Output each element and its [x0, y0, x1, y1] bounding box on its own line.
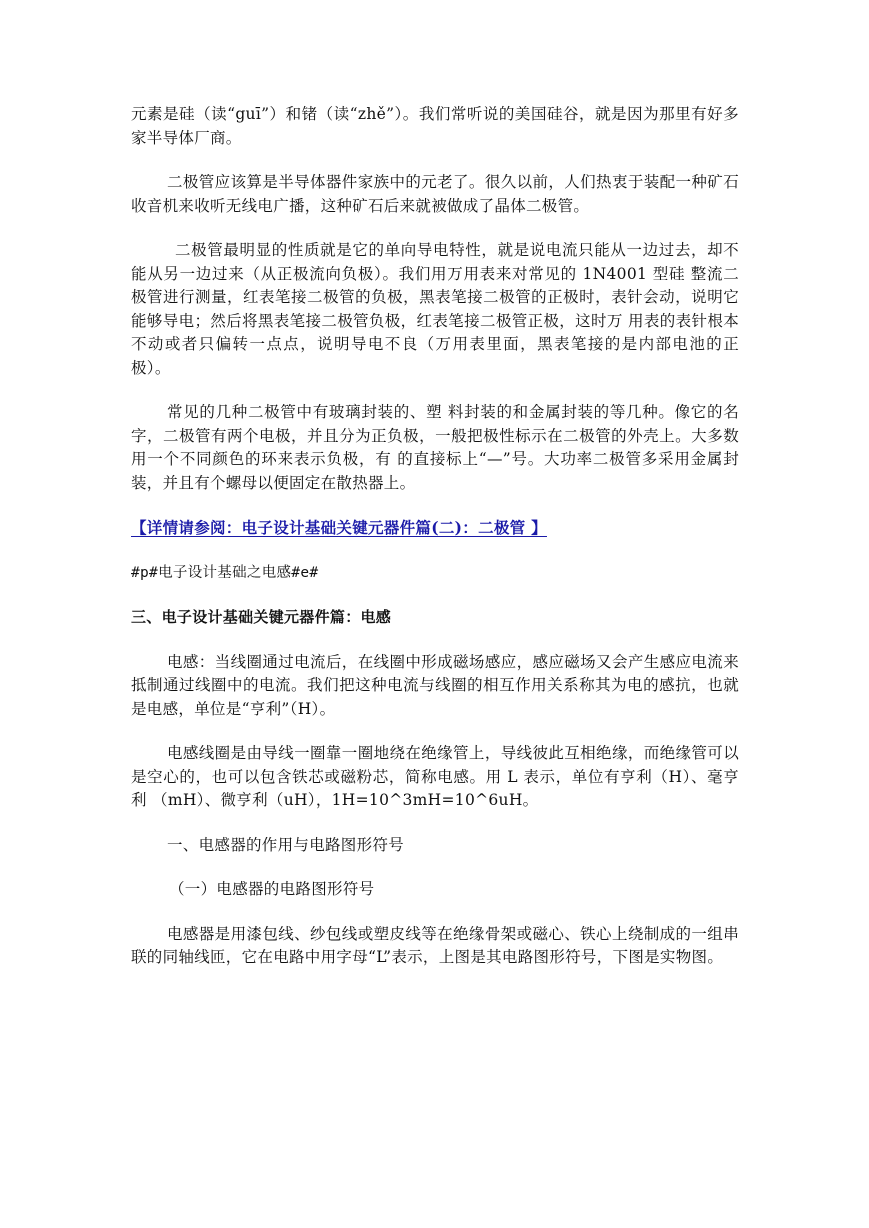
paragraph-inductance-definition: 电感：当线圈通过电流后，在线圈中形成磁场感应，感应磁场又会产生感应电流来抵制通过线圈中的电流。我们把这种电流与线圈的相互作用关系称其为电的感抗，也就是电感，单位是“亨利”（H）。 — [131, 652, 739, 718]
diode-detail-link-line — [131, 516, 739, 541]
page-break-marker: #p#电子设计基础之电感#e# — [131, 564, 319, 581]
subheading-inductor-symbol: （一）电感器的电路图形符号 — [169, 880, 375, 898]
paragraph-diode-packaging: 常见的几种二极管中有玻璃封装的、塑 料封装的和金属封装的等几种。像它的名字，二极管有两个电极，并且分为正负极，一般把极性标示在二极管的外壳上。大多数用一个不同颜色的环来表示负极，有 的直接标上“—”号。大功率二极管多采用金属封装，并且有个螺母以便固定在散热器上。 — [131, 403, 739, 492]
paragraph-inductor-coil: 电感线圈是由导线一圈靠一圈地绕在绝缘管上，导线彼此互相绝缘，而绝缘管可以是空心的，也可以包含铁芯或磁粉芯，简称电感。用 L 表示，单位有亨利（H）、毫亨利 （mH）、微亨利（uH），1H=10^3mH=10^6uH。 — [131, 744, 739, 809]
paragraph-silicon-germanium: 元素是硅（读“guī”）和锗（读“zhě”）。我们常听说的美国硅谷，就是因为那里有好多家半导体厂商。 — [131, 105, 739, 147]
paragraph-diode-history: 二极管应该算是半导体器件家族中的元老了。很久以前，人们热衷于装配一种矿石收音机来收听无线电广播，这种矿石后来就被做成了晶体二极管。 — [131, 173, 739, 215]
diode-detail-link[interactable]: 【详情请参阅：电子设计基础关键元器件篇(二)：二极管 】 — [131, 518, 547, 537]
subheading-inductor-function: 一、电感器的作用与电路图形符号 — [167, 835, 405, 854]
document-body — [131, 103, 739, 991]
paragraph-diode-unidirectional: 二极管最明显的性质就是它的单向导电特性，就是说电流只能从一边过去，却不能从另一边过来（从正极流向负极）。我们用万用表来对常见的 1N4001 型硅 整流二极管进行测量，红表笔接二极管的负极，黑表笔接二极管的正极时，表针会动，说明它能够导电；然后将黑表笔接二极管负极，红表笔接二极管正极，这时万 用表的表针根本不动或者只偏转一点点，说明导电不良（万用表里面，黑表笔接的是内部电池的正极）。 — [131, 241, 739, 377]
paragraph-inductor-construction: 电感器是用漆包线、纱包线或塑皮线等在绝缘骨架或磁心、铁心上绕制成的一组串联的同轴线匝，它在电路中用字母“L”表示，上图是其电路图形符号，下图是实物图。 — [131, 924, 739, 966]
section-heading-inductor: 三、电子设计基础关键元器件篇：电感 — [131, 608, 392, 626]
